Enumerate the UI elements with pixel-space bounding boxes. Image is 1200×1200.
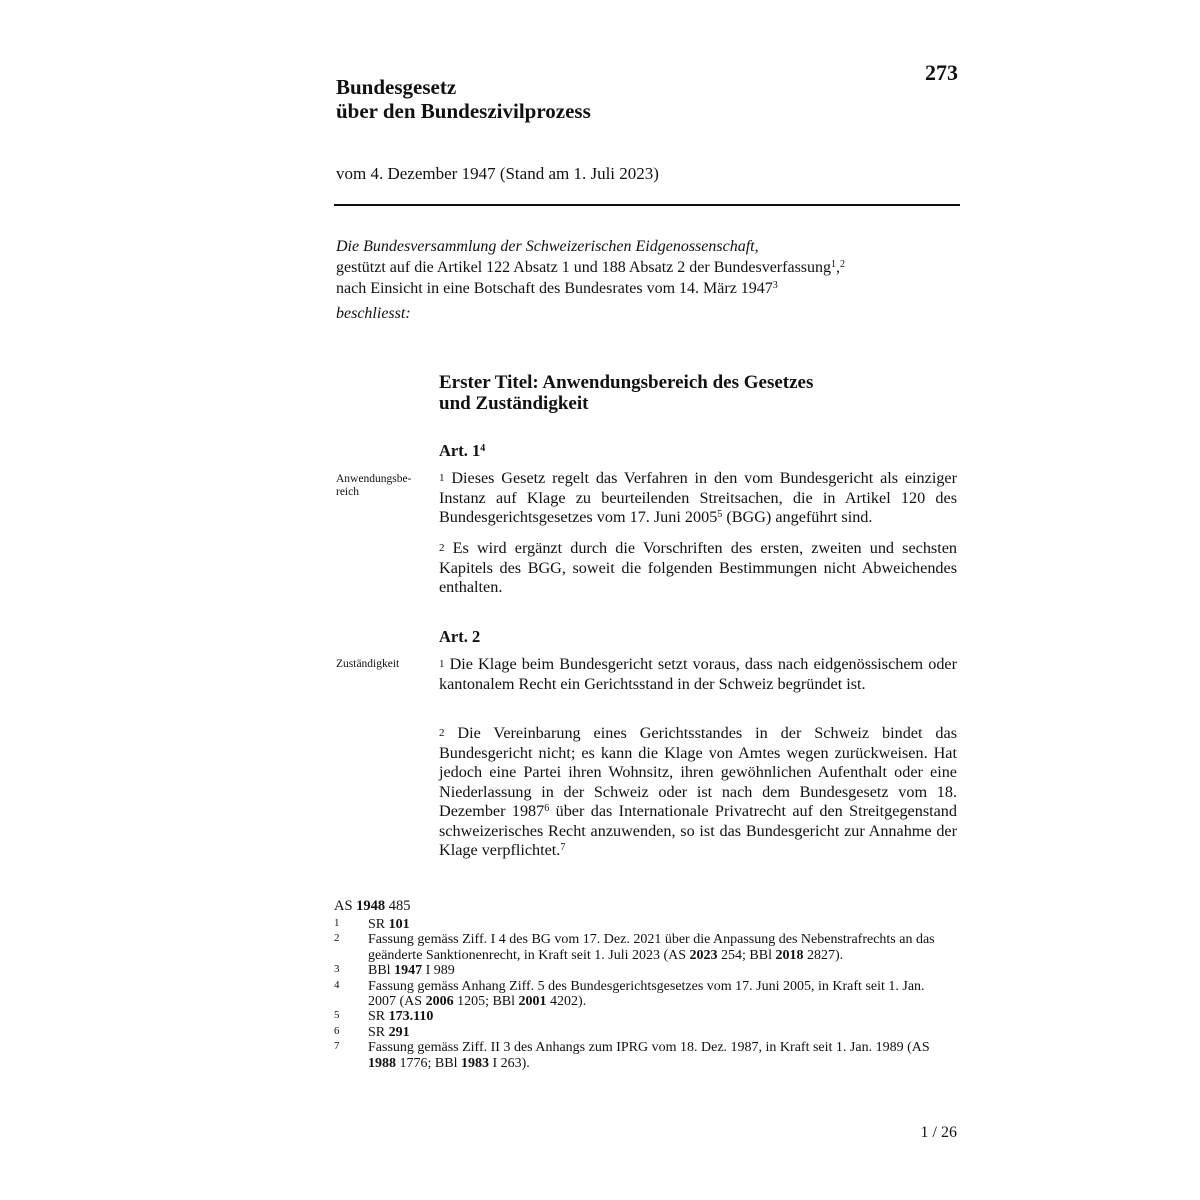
footnote-text: BBl 1947 I 989	[368, 963, 455, 979]
section-heading	[439, 372, 959, 414]
footnote-number: 5	[334, 1009, 340, 1022]
preamble-assembly: Die Bundesversammlung der Schweizerischen Eidgenossenschaft,	[336, 238, 759, 255]
footnote-3	[334, 963, 954, 978]
footnote-5	[334, 1009, 954, 1024]
footnote-ref-2[interactable]: 2	[840, 259, 846, 270]
law-title	[336, 75, 836, 123]
footnote-ref-5[interactable]: 5	[717, 509, 723, 520]
footnote-6	[334, 1025, 954, 1040]
marginal-note-article-1: Anwendungsbe- reich	[336, 473, 412, 498]
footnote-ref-1[interactable]: 1	[831, 259, 837, 270]
as-reference: AS 1948 485	[334, 898, 411, 914]
law-date: vom 4. Dezember 1947 (Stand am 1. Juli 2023)	[336, 164, 659, 183]
article-2-paragraph-2: 2 Die Vereinbarung eines Gerichtsstandes in der Schweiz bindet das Bundesgericht nicht; es kann die Klage von Amtes wegen zurückweisen. Hat jedoch eine Partei ihren Wohnsitz, ihren gewöhnlichen Aufenthalt oder eine Niederlassung in der Schweiz oder ist nach dem Bundesgesetz vom 18. Dezember 1987$^6$ über das Internationale Privatrecht auf den Streitgegenstand schweizerisches Recht anzuwenden, so ist das Bundesgericht zur Annahme der Klage verpflichtet.$^7$	[439, 724, 957, 859]
preamble-message: nach Einsicht in eine Botschaft des Bundesrates vom 14. März 1947$^3$	[336, 280, 778, 297]
footnote-text: SR 291	[368, 1024, 410, 1040]
footnote-ref-7[interactable]: 7	[560, 842, 566, 853]
article-1-paragraph-1: 1 Dieses Gesetz regelt das Verfahren in den vom Bundesgericht als einziger Instanz auf Klage zu beurteilenden Streitsachen, die in Artikel 120 des Bundesgerichtsgesetzes vom 17. Juni 2005$^5$ (BGG) angeführt sind.	[439, 469, 957, 526]
footnote-number: 3	[334, 963, 340, 976]
marginal-note-article-2: Zuständigkeit	[336, 658, 400, 670]
footnotes	[334, 917, 954, 1071]
footnote-number: 7	[334, 1040, 340, 1053]
footnote-number: 2	[334, 932, 340, 945]
footnote-1	[334, 917, 954, 932]
footnote-number: 4	[334, 978, 340, 991]
footnote-ref-6[interactable]: 6	[544, 803, 550, 814]
article-2-paragraph-1: 1 Die Klage beim Bundesgericht setzt voraus, dass nach eidgenössischem oder kantonalem Recht ein Gerichtsstand in der Schweiz begründet ist.	[439, 655, 957, 693]
footnote-number: 6	[334, 1024, 340, 1037]
footnote-4	[334, 979, 954, 1010]
law-title-line-2: über den Bundeszivilprozess	[336, 99, 591, 123]
preamble	[336, 236, 960, 324]
footnote-ref-4[interactable]: 4	[480, 443, 486, 454]
section-heading-line-2: und Zuständigkeit	[439, 393, 589, 414]
law-title-line-1: Bundesgesetz	[336, 75, 457, 99]
footnote-7	[334, 1040, 954, 1071]
footnote-ref-3[interactable]: 3	[772, 280, 778, 291]
footnote-text: Fassung gemäss Ziff. II 3 des Anhangs zum IPRG vom 18. Dez. 1987, in Kraft seit 1. Jan. 1989 (AS 1988 1776; BBl 1983 I 263).	[368, 1040, 930, 1071]
article-1-heading: Art. 1$^4$	[439, 441, 486, 460]
footnote-text: SR 173.110	[368, 1009, 434, 1025]
preamble-basis: gestützt auf die Artikel 122 Absatz 1 und 188 Absatz 2 der Bundesverfassung$^1$,$^2$	[336, 259, 846, 276]
page-number: 1 / 26	[920, 1124, 957, 1141]
footnote-text: SR 101	[368, 917, 410, 932]
article-2-heading: Art. 2	[439, 627, 481, 646]
preamble-resolves: beschliesst:	[336, 305, 411, 322]
article-1-paragraph-2: 2 Es wird ergänzt durch die Vorschriften des ersten, zweiten und sechsten Kapitels des BGG, soweit die folgenden Bestimmungen nicht Abweichendes enthalten.	[439, 539, 957, 596]
footnote-number: 1	[334, 917, 340, 929]
header-divider	[334, 204, 960, 206]
footnote-2	[334, 932, 954, 963]
section-heading-line-1: Erster Titel: Anwendungsbereich des Gesetzes	[439, 372, 814, 393]
footnote-text: Fassung gemäss Anhang Ziff. 5 des Bundesgerichtsgesetzes vom 17. Juni 2005, in Kraft seit 1. Jan. 2007 (AS 2006 1205; BBl 2001 4202).	[368, 978, 925, 1010]
sr-number: 273	[925, 60, 958, 85]
footnote-text: Fassung gemäss Ziff. I 4 des BG vom 17. Dez. 2021 über die Anpassung des Nebenstrafrechts an das geänderte Sanktionenrecht, in Kraft seit 1. Juli 2023 (AS 2023 254; BBl 2018 2827).	[368, 932, 935, 963]
